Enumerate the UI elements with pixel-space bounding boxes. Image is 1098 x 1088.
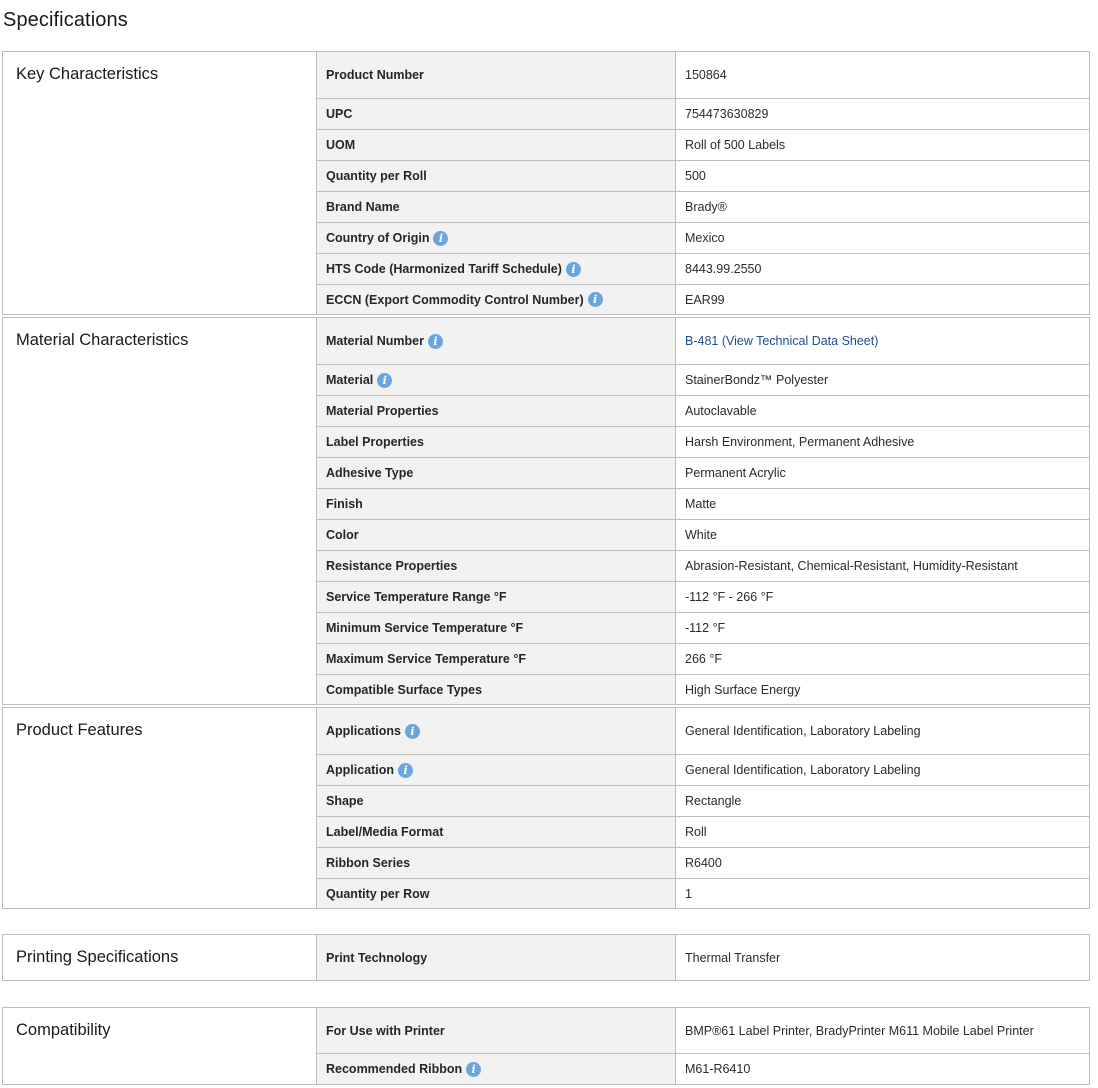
spec-row [317,284,1089,314]
spec-label: HTS Code (Harmonized Tariff Schedule) [326,262,562,276]
spec-value-cell [676,223,1089,253]
spec-value: High Surface Energy [685,682,801,697]
spec-value-cell [676,52,1089,98]
spec-label-cell [317,427,676,457]
spec-rows [317,935,1089,980]
section-title: Product Features [3,708,317,908]
spec-label-cell [317,817,676,847]
spec-value: 8443.99.2550 [685,262,762,276]
spec-value: EAR99 [685,292,725,307]
spec-row [317,253,1089,284]
section-title: Printing Specifications [3,935,317,980]
spec-label: Adhesive Type [326,466,414,480]
spec-row [317,426,1089,457]
spec-label-cell [317,130,676,160]
info-icon[interactable]: i [428,334,443,349]
spec-value-cell [676,192,1089,222]
spec-row [317,52,1089,98]
spec-section [2,1007,1090,1085]
spec-value-cell [676,396,1089,426]
spec-row [317,708,1089,754]
spec-label-cell [317,458,676,488]
spec-value-cell [676,551,1089,581]
spec-label-cell [317,223,676,253]
spec-label-cell [317,161,676,191]
spec-label: Minimum Service Temperature °F [326,621,524,635]
spec-row [317,674,1089,704]
spec-label-cell [317,1008,676,1053]
spec-row [317,847,1089,878]
spec-value: Abrasion-Resistant, Chemical-Resistant, Humidity-Resistant [685,559,1018,573]
spec-label: Ribbon Series [326,856,411,870]
section-title: Key Characteristics [3,52,317,314]
spec-row [317,488,1089,519]
spec-label: Service Temperature Range °F [326,590,507,604]
spec-value: Mexico [685,231,725,245]
spec-row [317,1008,1089,1053]
spec-value: R6400 [685,856,722,870]
spec-value-cell [676,365,1089,395]
spec-label-cell [317,755,676,785]
spec-label: Brand Name [326,200,400,214]
spec-value-cell [676,130,1089,160]
spec-value: Autoclavable [685,404,757,418]
spec-label: Maximum Service Temperature °F [326,652,526,666]
spec-section [2,707,1090,909]
spec-label: Quantity per Row [326,886,430,901]
spec-value: M61-R6410 [685,1062,751,1076]
spec-label-cell [317,520,676,550]
spec-rows [317,318,1089,704]
spec-row [317,643,1089,674]
spec-row [317,878,1089,908]
spec-label: Recommended Ribbon [326,1062,463,1076]
spec-label: Compatible Surface Types [326,682,483,697]
spec-label: UPC [326,107,353,121]
spec-section [2,51,1090,315]
spec-value: 1 [685,886,692,901]
spec-label-cell [317,99,676,129]
spec-row [317,816,1089,847]
spec-value: Thermal Transfer [685,950,781,965]
spec-label-cell [317,318,676,364]
spec-row [317,222,1089,253]
spec-label: Applications [326,724,402,738]
spec-value-cell [676,786,1089,816]
spec-value-cell [676,879,1089,908]
spec-label-cell [317,254,676,284]
spec-value: Brady® [685,200,727,214]
technical-data-sheet-link[interactable]: B-481 (View Technical Data Sheet) [685,334,879,348]
spec-rows [317,708,1089,908]
spec-section [2,317,1090,705]
spec-value-cell [676,254,1089,284]
spec-value-cell [676,644,1089,674]
spec-label-cell [317,551,676,581]
spec-label: For Use with Printer [326,1023,445,1038]
spec-value: -112 °F [685,621,726,635]
spec-value-cell [676,817,1089,847]
spec-label: Material Number [326,334,424,348]
spec-label-cell [317,613,676,643]
spec-value-cell [676,1054,1089,1084]
spec-value-cell [676,582,1089,612]
spec-row [317,785,1089,816]
spec-row [317,457,1089,488]
spec-value-cell [676,99,1089,129]
spec-value-cell [676,675,1089,704]
spec-label-cell [317,1054,676,1084]
info-icon[interactable]: i [405,724,420,739]
spec-value-cell [676,613,1089,643]
spec-label-cell [317,644,676,674]
spec-row [317,364,1089,395]
spec-label-cell [317,935,676,980]
spec-value-cell [676,755,1089,785]
spec-label: ECCN (Export Commodity Control Number) [326,292,584,307]
info-icon[interactable]: i [433,231,448,246]
spec-label-cell [317,489,676,519]
spec-label: Quantity per Roll [326,169,427,183]
spec-rows [317,1008,1089,1084]
spec-label: Material [326,373,374,387]
spec-value-cell [676,489,1089,519]
spec-label: Shape [326,794,364,808]
spec-label-cell [317,675,676,704]
spec-value: Roll of 500 Labels [685,138,786,152]
spec-row [317,754,1089,785]
spec-label-cell [317,786,676,816]
spec-label: Material Properties [326,404,439,418]
spec-row [317,191,1089,222]
spec-value: Rectangle [685,794,742,808]
spec-row [317,318,1089,364]
spec-label: Label/Media Format [326,825,444,839]
spec-value: 754473630829 [685,107,769,121]
spec-label-cell [317,396,676,426]
spec-label-cell [317,708,676,754]
spec-value-cell [676,285,1089,314]
spec-value: BMP®61 Label Printer, BradyPrinter M611 Mobile Label Printer [685,1023,1034,1038]
spec-row [317,612,1089,643]
page-title: Specifications [3,9,128,31]
spec-value: White [685,528,717,542]
spec-label: Label Properties [326,435,424,449]
info-icon[interactable]: i [466,1062,481,1077]
info-icon[interactable]: i [588,292,603,307]
spec-row [317,395,1089,426]
spec-label: Country of Origin [326,231,430,245]
spec-value-cell [676,161,1089,191]
spec-value: 500 [685,169,706,183]
spec-value: General Identification, Laboratory Labeling [685,724,921,738]
spec-rows [317,52,1089,314]
spec-value: General Identification, Laboratory Labeling [685,763,921,777]
spec-value-cell [676,848,1089,878]
spec-value-cell [676,1008,1089,1053]
spec-value: StainerBondz™ Polyester [685,373,829,387]
info-icon[interactable]: i [566,262,581,277]
spec-value: Harsh Environment, Permanent Adhesive [685,435,915,449]
spec-value-cell [676,318,1089,364]
spec-value: Permanent Acrylic [685,466,786,480]
spec-label-cell [317,582,676,612]
spec-value-cell [676,458,1089,488]
spec-label-cell [317,285,676,314]
spec-row [317,1053,1089,1084]
spec-value-cell [676,708,1089,754]
spec-row [317,98,1089,129]
spec-label: Resistance Properties [326,559,458,573]
spec-label-cell [317,192,676,222]
spec-label: Application [326,763,395,777]
spec-label: Print Technology [326,950,428,965]
spec-label-cell [317,365,676,395]
spec-value: Matte [685,497,717,511]
spec-section [2,934,1090,981]
spec-label: Color [326,528,359,542]
info-icon[interactable]: i [398,763,413,778]
spec-label-cell [317,52,676,98]
spec-value: 266 °F [685,652,722,666]
info-icon[interactable]: i [377,373,392,388]
spec-value: 150864 [685,68,727,82]
section-title: Material Characteristics [3,318,317,704]
spec-label-cell [317,879,676,908]
spec-value: Roll [685,825,707,839]
spec-value-cell [676,427,1089,457]
spec-value: -112 °F - 266 °F [685,590,774,604]
spec-row [317,129,1089,160]
spec-row [317,519,1089,550]
spec-row [317,935,1089,980]
spec-value-cell [676,935,1089,980]
spec-row [317,550,1089,581]
spec-row [317,581,1089,612]
spec-label-cell [317,848,676,878]
spec-value-cell [676,520,1089,550]
spec-label: Finish [326,497,363,511]
spec-row [317,160,1089,191]
spec-label: UOM [326,138,356,152]
section-title: Compatibility [3,1008,317,1084]
spec-label: Product Number [326,68,424,82]
